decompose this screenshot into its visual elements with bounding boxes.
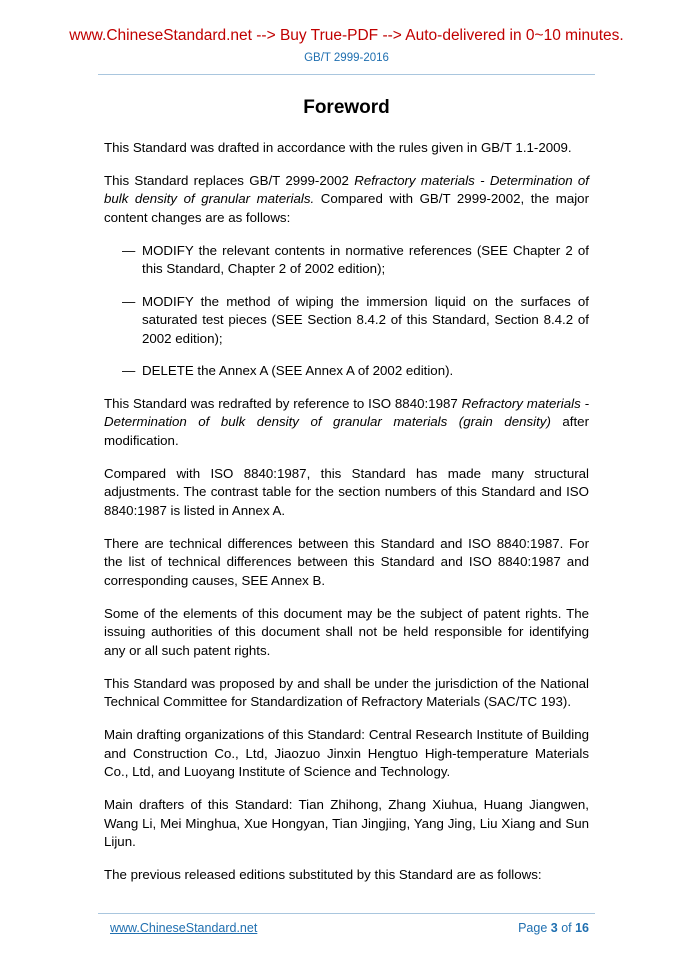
- page-of: of: [557, 921, 576, 935]
- paragraph-text: Compared with GB/T 2999-2002, the major content changes are as follows:: [104, 191, 590, 225]
- paragraph: Compared with ISO 8840:1987, this Standard has made many structural adjustments. The contrast table for the section numbers of this Standard and ISO 8840:1987 is listed in Annex A.: [104, 465, 589, 518]
- list-item-text: MODIFY the method of wiping the immersion liquid on the surfaces of saturated test pieces (SEE Section 8.4.2 of this Standard, Section 8.4.2 of 2002 edition);: [142, 293, 589, 346]
- standard-code: GB/T 2999-2016: [304, 52, 389, 64]
- paragraph-text: This Standard was redrafted by reference to ISO 8840:1987: [104, 395, 462, 411]
- document-title-italic: Refractory materials - Determination of bulk density of granular materials.: [104, 172, 589, 206]
- list-item: [122, 362, 589, 381]
- paragraph: [104, 395, 589, 451]
- header-divider: [98, 74, 595, 75]
- paragraph: There are technical differences between this Standard and ISO 8840:1987. For the list of technical differences between this Standard and ISO 8840:1987 and corresponding causes, SEE Annex B.: [104, 535, 589, 588]
- document-title-italic: Refractory materials - Determination of bulk density of granular materials (grain density): [104, 395, 589, 429]
- paragraph: This Standard was proposed by and shall be under the jurisdiction of the National Technical Committee for Standardization of Refractory Materials (SAC/TC 193).: [104, 675, 589, 709]
- foreword-body: [104, 139, 589, 899]
- dash-bullet: —: [122, 363, 136, 378]
- page-label: Page: [518, 921, 551, 935]
- list-item: [122, 242, 589, 279]
- footer-divider: [98, 913, 595, 914]
- footer-website-link[interactable]: www.ChineseStandard.net: [110, 921, 258, 935]
- list-item: [122, 293, 589, 349]
- header-banner[interactable]: www.ChineseStandard.net --> Buy True-PDF --> Auto-delivered in 0~10 minutes.: [69, 27, 624, 44]
- dash-bullet: —: [122, 242, 136, 258]
- paragraph: Some of the elements of this document may be the subject of patent rights. The issuing authorities of this document shall not be held responsible for identifying any or all such patent rights.: [104, 605, 589, 658]
- list-item-text: DELETE the Annex A (SEE Annex A of 2002 edition).: [142, 363, 454, 378]
- page-current: 3: [550, 921, 558, 935]
- dash-bullet: —: [122, 293, 136, 309]
- list-item-text: MODIFY the relevant contents in normative references (SEE Chapter 2 of this Standard, Chapter 2 of 2002 edition);: [142, 242, 589, 276]
- paragraph: Main drafting organizations of this Standard: Central Research Institute of Building and Construction Co., Ltd, Jiaozuo Jinxin Hengtuo High-temperature Materials Co., Ltd, and Luoyang Institute of Science and Technology.: [104, 727, 589, 779]
- paragraph: [104, 172, 589, 228]
- paragraph: Main drafters of this Standard: Tian Zhihong, Zhang Xiuhua, Huang Jiangwen, Wang Li, Mei Minghua, Xue Hongyan, Tian Jingjing, Yang Jing, Liu Xiang and Sun Lijun.: [104, 797, 589, 849]
- page-number: [518, 921, 589, 935]
- paragraph: The previous released editions substituted by this Standard are as follows:: [104, 867, 542, 882]
- paragraph-text: This Standard replaces GB/T 2999-2002: [104, 172, 355, 188]
- page-title: Foreword: [303, 97, 390, 118]
- paragraph: This Standard was drafted in accordance with the rules given in GB/T 1.1-2009.: [104, 140, 572, 155]
- paragraph-text: after modification.: [104, 414, 589, 448]
- page-total: 16: [575, 921, 589, 935]
